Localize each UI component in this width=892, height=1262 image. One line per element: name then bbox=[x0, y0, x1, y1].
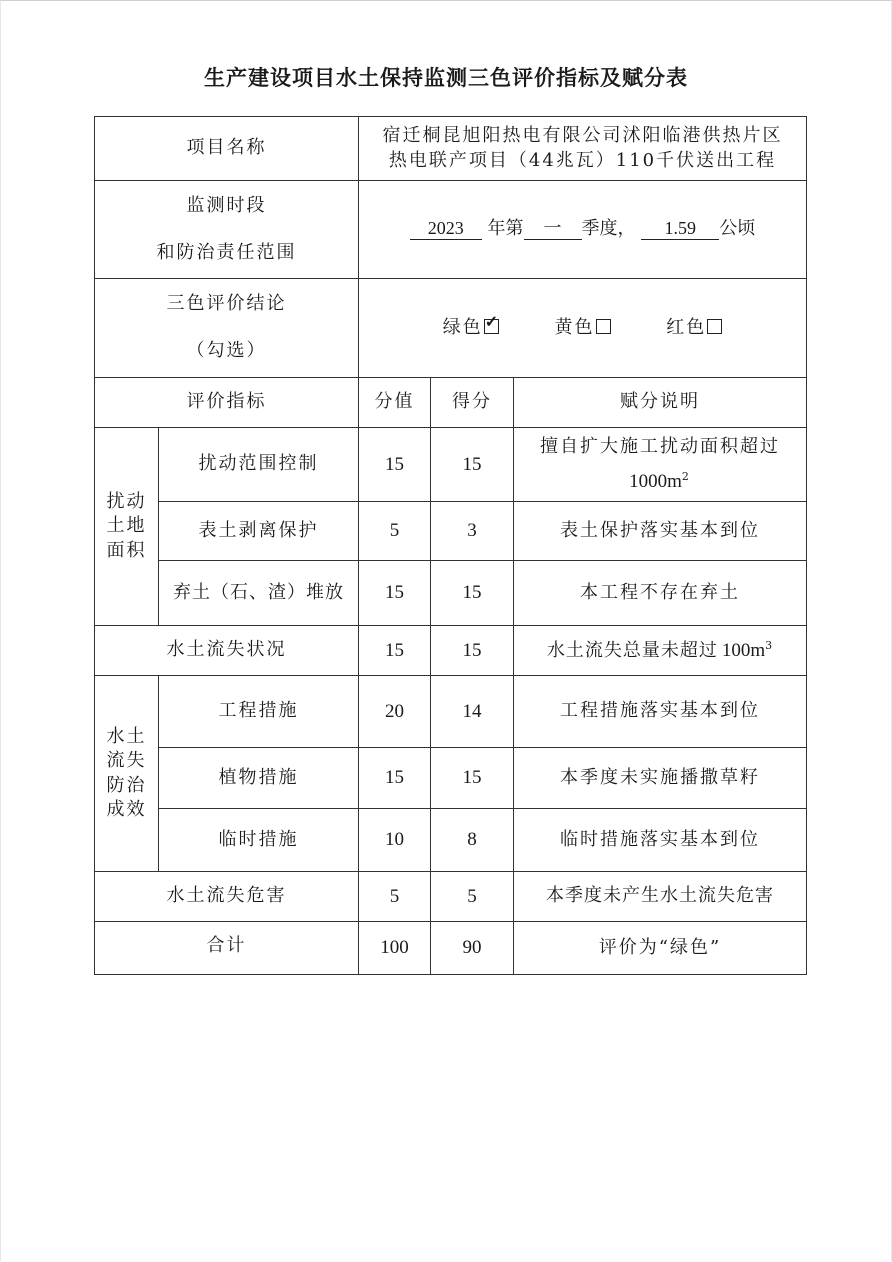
score: 14 bbox=[431, 676, 514, 748]
conclusion-options bbox=[359, 279, 807, 378]
total-row bbox=[95, 922, 807, 975]
year-value: 2023 bbox=[410, 219, 482, 240]
table-row bbox=[95, 676, 807, 748]
score-value: 15 bbox=[359, 748, 431, 809]
indicator-name: 水土流失危害 bbox=[95, 872, 359, 922]
header-row bbox=[95, 378, 807, 428]
total-score: 90 bbox=[431, 922, 514, 975]
checkbox-icon[interactable] bbox=[707, 319, 722, 334]
group-land-label: 扰动 土地 面积 bbox=[95, 428, 159, 626]
project-label: 项目名称 bbox=[95, 117, 359, 181]
score-value: 15 bbox=[359, 561, 431, 626]
score: 15 bbox=[431, 561, 514, 626]
score-note: 擅自扩大施工扰动面积超过 $1000m^2$ bbox=[514, 428, 807, 502]
project-row bbox=[95, 117, 807, 181]
score: 15 bbox=[431, 748, 514, 809]
indicator-name: 扰动范围控制 bbox=[159, 428, 359, 502]
table-row bbox=[95, 748, 807, 809]
score-value: 5 bbox=[359, 502, 431, 561]
checkbox-checked-icon[interactable] bbox=[484, 311, 501, 334]
document-title: 生产建设项目水土保持监测三色评价指标及赋分表 bbox=[204, 66, 688, 90]
period-label: 监测时段 和防治责任范围 bbox=[95, 181, 359, 279]
header-note: 赋分说明 bbox=[514, 378, 807, 428]
total-note: 评价为“绿色” bbox=[514, 922, 807, 975]
table-row bbox=[95, 626, 807, 676]
score-note: 本工程不存在弃土 bbox=[514, 561, 807, 626]
period-value: 2023 年第 一 季度， 1.59 公顷 bbox=[359, 181, 807, 279]
indicator-name: 表土剥离保护 bbox=[159, 502, 359, 561]
score-note: 本季度未实施播撒草籽 bbox=[514, 748, 807, 809]
score-value: 20 bbox=[359, 676, 431, 748]
conclusion-label: 三色评价结论 （勾选） bbox=[95, 279, 359, 378]
score-note: 本季度未产生水土流失危害 bbox=[514, 872, 807, 922]
total-value: 100 bbox=[359, 922, 431, 975]
score: 3 bbox=[431, 502, 514, 561]
indicator-name: 工程措施 bbox=[159, 676, 359, 748]
table-row bbox=[95, 872, 807, 922]
period-row bbox=[95, 181, 807, 279]
table-row bbox=[95, 561, 807, 626]
indicator-name: 临时措施 bbox=[159, 809, 359, 872]
score-note: 表土保护落实基本到位 bbox=[514, 502, 807, 561]
score: 15 bbox=[431, 428, 514, 502]
indicator-name: 弃土（石、渣）堆放 bbox=[159, 561, 359, 626]
score: 15 bbox=[431, 626, 514, 676]
header-indicator: 评价指标 bbox=[95, 378, 359, 428]
project-name: 宿迁桐昆旭阳热电有限公司沭阳临港供热片区 热电联产项目（44兆瓦）110千伏送出工程 bbox=[359, 117, 807, 181]
area-value: 1.59 bbox=[641, 219, 719, 240]
table-row bbox=[95, 428, 807, 502]
indicator-name: 水土流失状况 bbox=[95, 626, 359, 676]
total-label: 合计 bbox=[95, 922, 359, 975]
score-value: 10 bbox=[359, 809, 431, 872]
header-score: 得分 bbox=[431, 378, 514, 428]
option-red[interactable]: 红色 bbox=[666, 316, 722, 340]
table-row bbox=[95, 809, 807, 872]
header-score-value: 分值 bbox=[359, 378, 431, 428]
conclusion-row bbox=[95, 279, 807, 378]
score-note: 临时措施落实基本到位 bbox=[514, 809, 807, 872]
score-value: 15 bbox=[359, 428, 431, 502]
score: 8 bbox=[431, 809, 514, 872]
score-note: 工程措施落实基本到位 bbox=[514, 676, 807, 748]
score-value: 15 bbox=[359, 626, 431, 676]
score: 5 bbox=[431, 872, 514, 922]
checkbox-icon[interactable] bbox=[596, 319, 611, 334]
quarter-value: 一 bbox=[524, 219, 582, 240]
check-icon: ✓ bbox=[484, 311, 501, 331]
table-row bbox=[95, 502, 807, 561]
score-value: 5 bbox=[359, 872, 431, 922]
group-prevention-label: 水土 流失 防治 成效 bbox=[95, 676, 159, 872]
option-yellow[interactable]: 黄色 bbox=[555, 316, 611, 340]
option-green[interactable]: 绿色 ✓ bbox=[442, 311, 501, 338]
score-note: 水土流失总量未超过 $100m^3$ bbox=[514, 626, 807, 676]
indicator-name: 植物措施 bbox=[159, 748, 359, 809]
evaluation-table bbox=[94, 116, 807, 975]
